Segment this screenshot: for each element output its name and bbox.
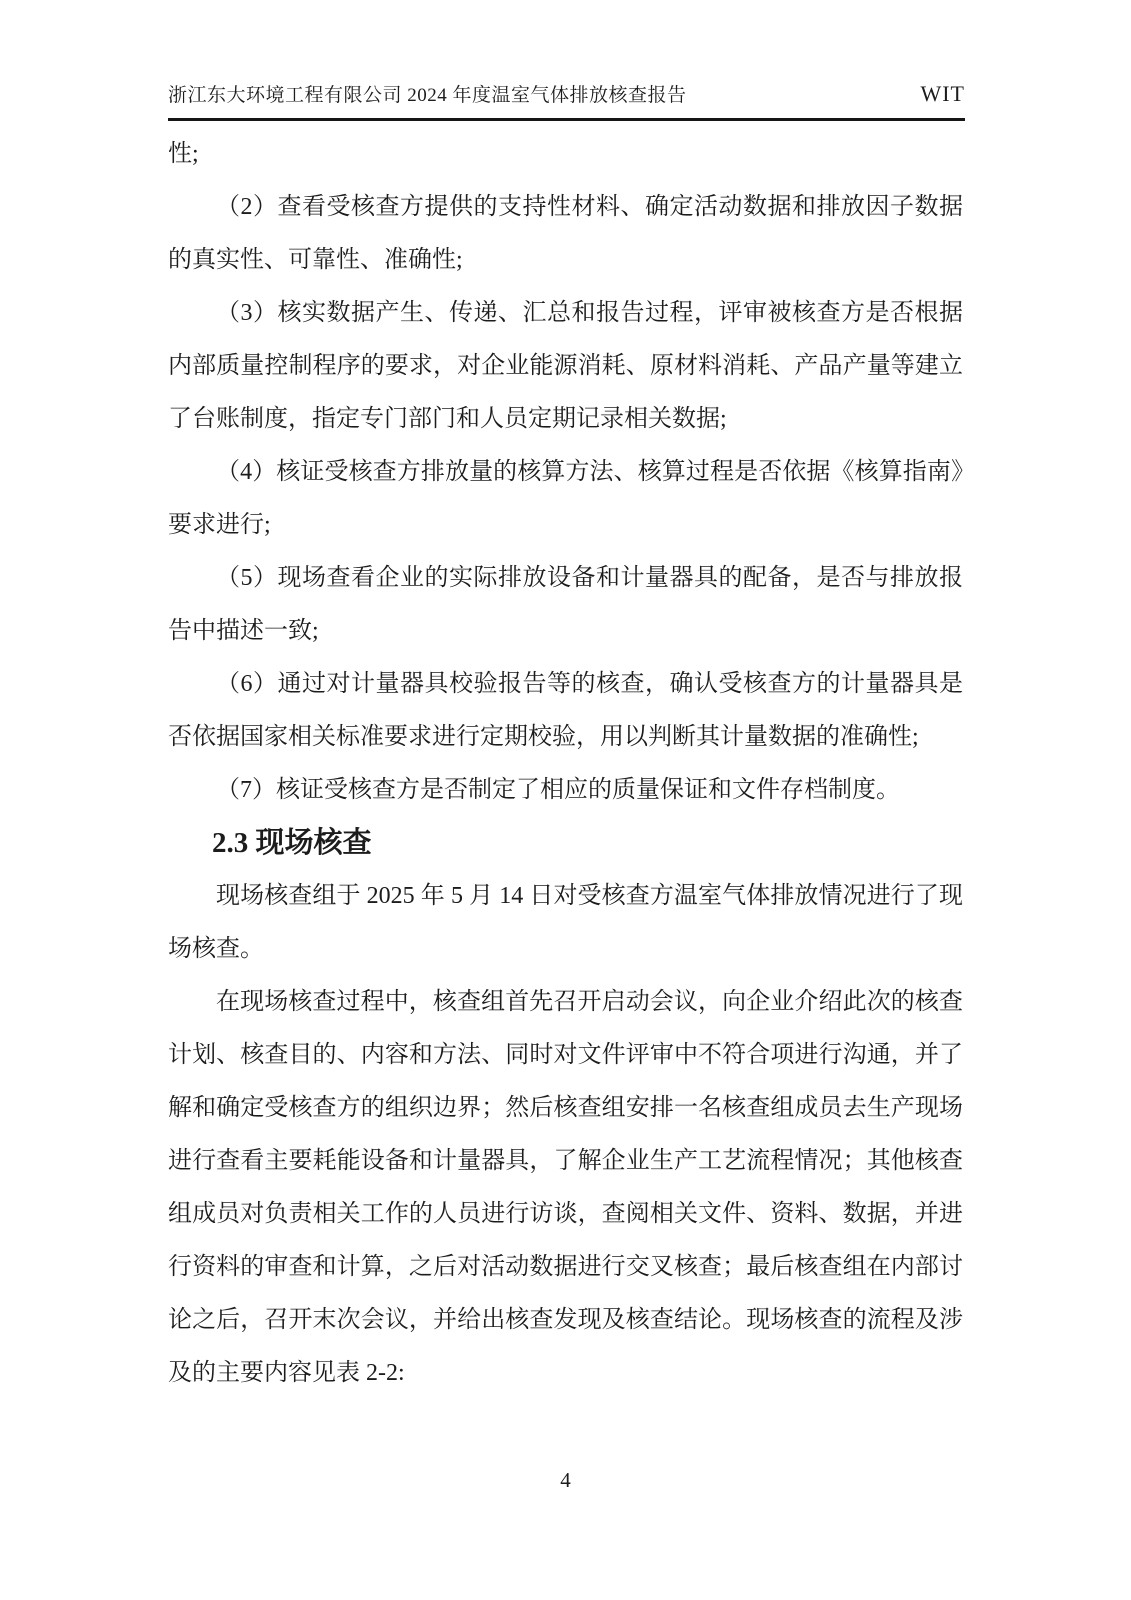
header-logo-wit: WIT [920, 81, 965, 106]
document-body [168, 128, 963, 1400]
paragraph-item-2: （2）查看受核查方提供的支持性材料、确定活动数据和排放因子数据的真实性、可靠性、准确性; [168, 194, 963, 273]
paragraph-continuation: 性; [168, 141, 199, 167]
paragraph-onsite-date: 现场核查组于 2025 年 5 月 14 日对受核查方温室气体排放情况进行了现场核查。 [168, 883, 963, 962]
page-header [168, 80, 965, 121]
header-document-title: 浙江东大环境工程有限公司 2024 年度温室气体排放核查报告 [168, 85, 687, 106]
paragraph-item-3: （3）核实数据产生、传递、汇总和报告过程，评审被核查方是否根据内部质量控制程序的要求，对企业能源消耗、原材料消耗、产品产量等建立了台账制度，指定专门部门和人员定期记录相关数据; [168, 300, 963, 432]
page-footer [0, 1468, 1131, 1493]
paragraph-item-4: （4）核证受核查方排放量的核算方法、核算过程是否依据《核算指南》要求进行; [168, 459, 963, 538]
paragraph-item-7: （7）核证受核查方是否制定了相应的质量保证和文件存档制度。 [216, 777, 900, 803]
paragraph-onsite-process: 在现场核查过程中，核查组首先召开启动会议，向企业介绍此次的核查计划、核查目的、内容和方法、同时对文件评审中不符合项进行沟通，并了解和确定受核查方的组织边界；然后核查组安排一名核查组成员去生产现场进行查看主要耗能设备和计量器具，了解企业生产工艺流程情况；其他核查组成员对负责相关工作的人员进行访谈，查阅相关文件、资料、数据，并进行资料的审查和计算，之后对活动数据进行交叉核查；最后核查组在内部讨论之后，召开末次会议，并给出核查发现及核查结论。现场核查的流程及涉及的主要内容见表 2-2: [168, 989, 963, 1386]
page-number: 4 [560, 1468, 571, 1492]
paragraph-item-5: （5）现场查看企业的实际排放设备和计量器具的配备，是否与排放报告中描述一致; [168, 565, 963, 644]
paragraph-item-6: （6）通过对计量器具校验报告等的核查，确认受核查方的计量器具是否依据国家相关标准要求进行定期校验，用以判断其计量数据的准确性; [168, 671, 963, 750]
section-heading-2-3: 2.3 现场核查 [212, 827, 372, 859]
